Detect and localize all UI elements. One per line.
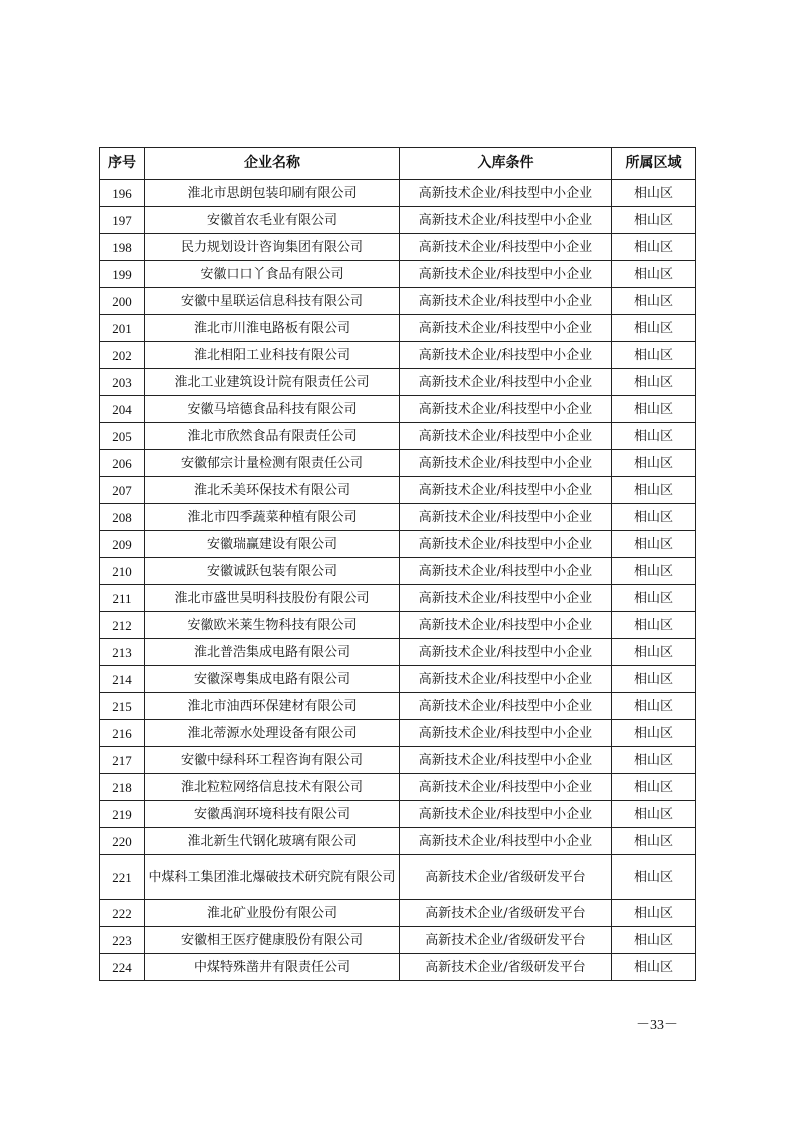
cell-company-name: 中煤特殊凿井有限责任公司 — [145, 954, 400, 981]
cell-company-name: 安徽中星联运信息科技有限公司 — [145, 288, 400, 315]
cell-company-name: 安徽郁宗计量检测有限责任公司 — [145, 450, 400, 477]
cell-seq: 214 — [100, 666, 145, 693]
cell-region: 相山区 — [612, 396, 696, 423]
table-row — [100, 585, 696, 612]
cell-region: 相山区 — [612, 666, 696, 693]
cell-region: 相山区 — [612, 954, 696, 981]
cell-condition: 高新技术企业/科技型中小企业 — [400, 207, 612, 234]
cell-condition: 高新技术企业/省级研发平台 — [400, 855, 612, 900]
table-row — [100, 927, 696, 954]
cell-company-name: 淮北市盛世昊明科技股份有限公司 — [145, 585, 400, 612]
cell-seq: 204 — [100, 396, 145, 423]
cell-condition: 高新技术企业/省级研发平台 — [400, 954, 612, 981]
cell-seq: 198 — [100, 234, 145, 261]
cell-condition: 高新技术企业/科技型中小企业 — [400, 315, 612, 342]
table-row — [100, 369, 696, 396]
cell-region: 相山区 — [612, 342, 696, 369]
cell-region: 相山区 — [612, 558, 696, 585]
enterprise-table — [99, 147, 696, 981]
cell-seq: 201 — [100, 315, 145, 342]
cell-company-name: 淮北市油西环保建材有限公司 — [145, 693, 400, 720]
cell-condition: 高新技术企业/科技型中小企业 — [400, 288, 612, 315]
table-row — [100, 720, 696, 747]
cell-condition: 高新技术企业/科技型中小企业 — [400, 342, 612, 369]
cell-company-name: 淮北新生代钢化玻璃有限公司 — [145, 828, 400, 855]
table-row — [100, 315, 696, 342]
cell-region: 相山区 — [612, 180, 696, 207]
cell-company-name: 淮北市欣然食品有限责任公司 — [145, 423, 400, 450]
cell-region: 相山区 — [612, 927, 696, 954]
cell-region: 相山区 — [612, 747, 696, 774]
cell-region: 相山区 — [612, 612, 696, 639]
cell-condition: 高新技术企业/科技型中小企业 — [400, 585, 612, 612]
table-row — [100, 234, 696, 261]
cell-company-name: 淮北工业建筑设计院有限责任公司 — [145, 369, 400, 396]
cell-condition: 高新技术企业/科技型中小企业 — [400, 531, 612, 558]
table-row — [100, 639, 696, 666]
cell-seq: 206 — [100, 450, 145, 477]
cell-seq: 205 — [100, 423, 145, 450]
cell-company-name: 安徽深粤集成电路有限公司 — [145, 666, 400, 693]
table-body — [100, 180, 696, 981]
table-row — [100, 828, 696, 855]
cell-company-name: 淮北市川淮电路板有限公司 — [145, 315, 400, 342]
cell-condition: 高新技术企业/科技型中小企业 — [400, 828, 612, 855]
cell-seq: 220 — [100, 828, 145, 855]
cell-condition: 高新技术企业/省级研发平台 — [400, 900, 612, 927]
cell-seq: 216 — [100, 720, 145, 747]
table-row — [100, 747, 696, 774]
cell-region: 相山区 — [612, 855, 696, 900]
cell-seq: 199 — [100, 261, 145, 288]
cell-condition: 高新技术企业/科技型中小企业 — [400, 261, 612, 288]
cell-company-name: 淮北蒂源水处理设备有限公司 — [145, 720, 400, 747]
table-row — [100, 693, 696, 720]
cell-condition: 高新技术企业/科技型中小企业 — [400, 234, 612, 261]
cell-company-name: 淮北矿业股份有限公司 — [145, 900, 400, 927]
cell-condition: 高新技术企业/科技型中小企业 — [400, 612, 612, 639]
cell-region: 相山区 — [612, 450, 696, 477]
cell-condition: 高新技术企业/科技型中小企业 — [400, 693, 612, 720]
cell-seq: 222 — [100, 900, 145, 927]
cell-company-name: 中煤科工集团淮北爆破技术研究院有限公司 — [145, 855, 400, 900]
cell-company-name: 安徽首农毛业有限公司 — [145, 207, 400, 234]
cell-region: 相山区 — [612, 477, 696, 504]
cell-seq: 211 — [100, 585, 145, 612]
cell-company-name: 淮北禾美环保技术有限公司 — [145, 477, 400, 504]
cell-company-name: 安徽诚跃包装有限公司 — [145, 558, 400, 585]
table-row — [100, 396, 696, 423]
cell-seq: 208 — [100, 504, 145, 531]
cell-seq: 213 — [100, 639, 145, 666]
cell-condition: 高新技术企业/科技型中小企业 — [400, 369, 612, 396]
cell-seq: 200 — [100, 288, 145, 315]
header-condition: 入库条件 — [400, 148, 612, 180]
table-row — [100, 666, 696, 693]
cell-seq: 221 — [100, 855, 145, 900]
table-row — [100, 423, 696, 450]
header-company-name: 企业名称 — [145, 148, 400, 180]
cell-seq: 203 — [100, 369, 145, 396]
page-number: －33－ — [636, 1018, 678, 1033]
table-row — [100, 288, 696, 315]
cell-condition: 高新技术企业/科技型中小企业 — [400, 477, 612, 504]
cell-region: 相山区 — [612, 531, 696, 558]
cell-condition: 高新技术企业/科技型中小企业 — [400, 180, 612, 207]
cell-condition: 高新技术企业/科技型中小企业 — [400, 396, 612, 423]
cell-condition: 高新技术企业/科技型中小企业 — [400, 639, 612, 666]
cell-seq: 210 — [100, 558, 145, 585]
table-row — [100, 801, 696, 828]
table-row — [100, 450, 696, 477]
table-row — [100, 954, 696, 981]
table-row — [100, 207, 696, 234]
cell-region: 相山区 — [612, 423, 696, 450]
cell-company-name: 安徽马培德食品科技有限公司 — [145, 396, 400, 423]
table-row — [100, 558, 696, 585]
cell-condition: 高新技术企业/科技型中小企业 — [400, 504, 612, 531]
cell-region: 相山区 — [612, 585, 696, 612]
cell-region: 相山区 — [612, 693, 696, 720]
cell-company-name: 淮北相阳工业科技有限公司 — [145, 342, 400, 369]
cell-region: 相山区 — [612, 828, 696, 855]
cell-seq: 219 — [100, 801, 145, 828]
cell-condition: 高新技术企业/科技型中小企业 — [400, 423, 612, 450]
cell-condition: 高新技术企业/省级研发平台 — [400, 927, 612, 954]
header-region: 所属区域 — [612, 148, 696, 180]
table-row — [100, 342, 696, 369]
cell-region: 相山区 — [612, 801, 696, 828]
table-row — [100, 261, 696, 288]
cell-region: 相山区 — [612, 639, 696, 666]
cell-seq: 223 — [100, 927, 145, 954]
cell-company-name: 淮北粒粒网络信息技术有限公司 — [145, 774, 400, 801]
table-row — [100, 900, 696, 927]
table-row — [100, 531, 696, 558]
cell-region: 相山区 — [612, 288, 696, 315]
cell-condition: 高新技术企业/科技型中小企业 — [400, 720, 612, 747]
cell-company-name: 淮北普浩集成电路有限公司 — [145, 639, 400, 666]
cell-company-name: 安徽欧米莱生物科技有限公司 — [145, 612, 400, 639]
cell-seq: 218 — [100, 774, 145, 801]
cell-region: 相山区 — [612, 720, 696, 747]
cell-region: 相山区 — [612, 504, 696, 531]
cell-region: 相山区 — [612, 234, 696, 261]
cell-seq: 224 — [100, 954, 145, 981]
cell-company-name: 淮北市四季蔬菜种植有限公司 — [145, 504, 400, 531]
cell-seq: 197 — [100, 207, 145, 234]
table-row — [100, 477, 696, 504]
cell-condition: 高新技术企业/科技型中小企业 — [400, 774, 612, 801]
cell-company-name: 安徽相王医疗健康股份有限公司 — [145, 927, 400, 954]
cell-seq: 202 — [100, 342, 145, 369]
cell-region: 相山区 — [612, 261, 696, 288]
cell-seq: 207 — [100, 477, 145, 504]
cell-condition: 高新技术企业/科技型中小企业 — [400, 558, 612, 585]
cell-condition: 高新技术企业/科技型中小企业 — [400, 801, 612, 828]
table-header-row — [100, 148, 696, 180]
cell-company-name: 安徽瑞赢建设有限公司 — [145, 531, 400, 558]
cell-company-name: 安徽口口丫食品有限公司 — [145, 261, 400, 288]
cell-company-name: 民力规划设计咨询集团有限公司 — [145, 234, 400, 261]
cell-region: 相山区 — [612, 207, 696, 234]
table-row — [100, 855, 696, 900]
table-row — [100, 504, 696, 531]
cell-condition: 高新技术企业/科技型中小企业 — [400, 666, 612, 693]
cell-region: 相山区 — [612, 369, 696, 396]
cell-seq: 212 — [100, 612, 145, 639]
cell-seq: 209 — [100, 531, 145, 558]
cell-region: 相山区 — [612, 315, 696, 342]
cell-company-name: 安徽中绿科环工程咨询有限公司 — [145, 747, 400, 774]
table-row — [100, 612, 696, 639]
cell-seq: 217 — [100, 747, 145, 774]
cell-company-name: 安徽禹润环境科技有限公司 — [145, 801, 400, 828]
cell-seq: 215 — [100, 693, 145, 720]
table-row — [100, 180, 696, 207]
cell-company-name: 淮北市思朗包装印刷有限公司 — [145, 180, 400, 207]
cell-region: 相山区 — [612, 774, 696, 801]
cell-condition: 高新技术企业/科技型中小企业 — [400, 747, 612, 774]
cell-region: 相山区 — [612, 900, 696, 927]
table-row — [100, 774, 696, 801]
cell-seq: 196 — [100, 180, 145, 207]
header-seq: 序号 — [100, 148, 145, 180]
cell-condition: 高新技术企业/科技型中小企业 — [400, 450, 612, 477]
